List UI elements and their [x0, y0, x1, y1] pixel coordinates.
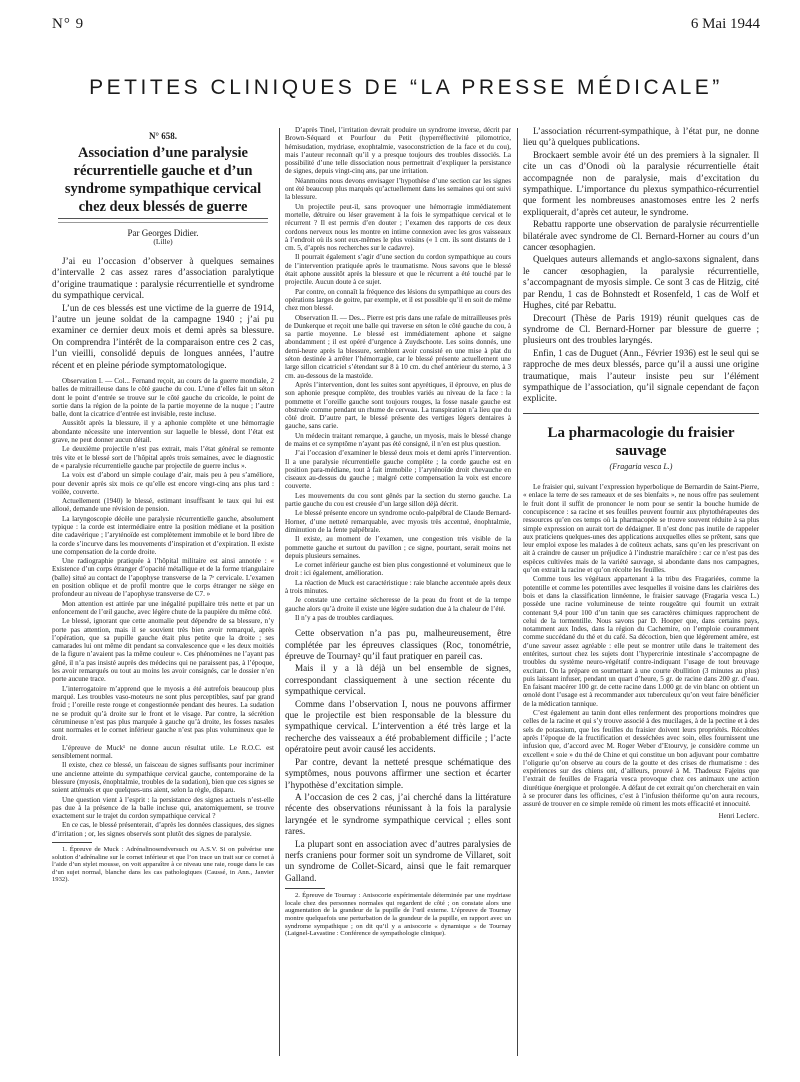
article2-signature: Henri Leclerc. — [718, 811, 759, 820]
discussion-paragraph: Comme dans l’observation I, nous ne pouvons affirmer que le projectile est bien responsable de la blessure du sympathique cervical. L’intervention a été très large et la recherche des vaisseaux a été probablement difficile ; l’acte opératoire peut avoir causé les accidents. — [285, 698, 511, 755]
body-paragraph: Néanmoins nous devons envisager l’hypothèse d’une section car les signes ont été beaucoup plus marqués qu’actuellement dans les semaines qui ont suivi la blessure. — [285, 176, 511, 202]
body-paragraph: Il existe, au moment de l’examen, une congestion très visible de la pommette gauche et surtout du pavillon ; ce signe, pourtant, serait moins net depuis plusieurs semaines. — [285, 535, 511, 560]
observation-paragraph: Observation I. — Col... Fernand reçoit, au cours de la guerre mondiale, 2 balles de mitrailleuse dans le côté gauche du cou. L’une d’elles fait un séton dont le point d’entrée se trouve sur le côté gauche du cricoïde, le point de sortie dans la région de la pointe de la partie moyenne de la nuque ; l’autre balle, dont la cicatrice d’entrée est invisible, reste incluse. — [52, 376, 274, 419]
footnote: 1. Épreuve de Muck : Adrénalinosendversuch ou A.S.V. Si on pulvérise une solution d’adrénaline sur le cornet inférieur et que l’on trace un trait sur ce cornet à l’aide d’un stylet mousse, on voit apparaître à ce niveau une raie, rouge dans le cas d’un sujet normal, blanche dans les cas pathologiques (Caussé, in Ann., Janvier 1932). — [52, 845, 274, 884]
article-author: Par Georges Didier. — [127, 228, 199, 239]
conclusion-paragraph: L’association récurrent-sympathique, à l’état pur, ne donne lieu qu’à quelques publications. — [523, 126, 759, 148]
conclusion-paragraph: Rebattu rapporte une observation de paralysie récurrentielle bilatérale avec syndrome de Cl. Bernard-Horner au cours d’un cancer œsophagien. — [523, 219, 759, 253]
page-number: N° 9 — [52, 16, 85, 32]
article2-paragraph: C’est également au tanin dont elles renferment des proportions moindres que celles de la racine et qui s’y trouve associé à des mucilages, à de la pectine et à des sels de potassium, que les feuilles du fraisier doivent leurs propriétés. Récoltées après l’époque de la fructification et desséchées avec soin, elles fournissent une infusion que, d’accord avec M. Roger Weber d’Etourvy, je considère comme un excellent « soie » du thé de Chine et qui constitue un bon adjuvant pour combattre l’oligurie qu’on observe au cours de la goutte et des crises de rhumatisme : des expériences sur des chiens ont, d’ailleurs, prouvé à M. Thadeusz Fajeins que l’extrait de feuilles de Fragaria vesca provoque chez ces animaux une action diurétique énergique et prolongée. A défaut de cet extrait qu’on chercherait en vain à se procurer dans les officines, c’est à l’infusion théiforme qu’on aura recours, assuré de trouver en ce simple remède où riment les mots efficacité et innocuité. — [523, 709, 759, 809]
intro-paragraph: J’ai eu l’occasion d’observer à quelques semaines d’intervalle 2 cas assez rares d’association paralytique d’origine traumatique : paralysie récurrentielle et syndrome du sympathique cervical. — [52, 255, 274, 301]
body-paragraph: Je constate une certaine sécheresse de la peau du front et de la tempe gauche alors qu’à droite il existe une légère sudation due à la chaleur de l’été. — [285, 596, 511, 613]
footnote: 2. Épreuve de Tournay : Anisocorie expérimentale déterminée par une mydriase locale chez des personnes normales qui regardent de côté ; on constate alors une augmentation de la grandeur de la pupille de l’œil externe. L’épreuve de Tournay montre quelquefois une perturbation de la grandeur de la pupille, en rapport avec un syndrome sympathique ; on dit qu’il y a anisocorie « dynamique » de Tournay (Laignel-Lavastine : Conférence de sympathologie clinique). — [285, 892, 511, 938]
body-paragraph: J’ai l’occasion d’examiner le blessé deux mois et demi après l’intervention. Il a une paralysie récurrentielle gauche complète ; la corde gauche est en position para-médiane, tout à fait immobile ; l’aryténoïde droit chevauche en ciseaux au-dessus du gauche ; malgré cette compensation la voix est encore couverte. — [285, 449, 511, 491]
body-paragraph: Un médecin traitant remarque, à gauche, un myosis, mais le blessé change de mains et ce symptôme n’ayant pas été consigné, il n’en est plus question. — [285, 431, 511, 448]
column-divider — [279, 128, 280, 1056]
intro-paragraph: L’un de ces blessés est une victime de la guerre de 1914, l’autre un jeune soldat de la campagne 1940 ; j’ai pu examiner ce dernier deux mois et demi après sa blessure. On comprendra l’intérêt de la comparaison entre ces 2 cas, l’un vieilli, consolidé depuis de longues années, l’autre récent et en pleine période symptomatologique. — [52, 302, 274, 370]
body-paragraph: D’après Tinel, l’irritation devrait produire un syndrome inverse, décrit par Brown-Séquard et Pourfour du Petit (hyperréflectivité pilomotrice, hémisudation, mydriase, exophtalmie, vasoconstriction de la face et du cou), mais l’auteur reconnaît qu’il y a presque toujours des troubles dissociés. La possibilité d’une telle dissociation nous permettrait d’expliquer la persistance de signes, depuis vingt-cinq ans, par une irritation. — [285, 126, 511, 176]
article2-paragraph: Le fraisier qui, suivant l’expression hyperbolique de Bernardin de Saint-Pierre, « enlace la terre de ses rameaux et de ses bienfaits », ne nous offre pas seulement le fruit dont il suffit de prononcer le nom pour se sentir la bouche humide de concupiscence : sa racine et ses feuilles peuvent fournir aux phytothérapeutes des ressources qu’en ces temps où la pharmacopée se trouve souvent réduite à sa plus simple expression on aurait tort de dédaigner. Il n’est donc pas inutile de rappeler aux praticiens quelques-unes des applications auxquelles elles se prêtent, sans que leur emploi expose les malades à de coûteux achats, sans qu’en les prescrivant on ait à craindre de causer un préjudice à l’industrie maraîchère : car ce n’est pas des espèces cultivées mais de la variété sauvage, si abondante dans nos campagnes, qu’on extrait la racine et qu’on récolte les feuilles. — [523, 483, 759, 575]
observation-paragraph: Mon attention est attirée par une inégalité pupillaire très nette et par un enfoncement de l’œil gauche, avec légère chute de la paupière du même côté. — [52, 599, 274, 616]
body-paragraph: Il n’y a pas de troubles cardiaques. — [295, 613, 394, 622]
body-paragraph: Un projectile peut-il, sans provoquer une hémorragie immédiatement mortelle, détruire ou léser gravement à la fois le sympathique cervical et le récurrent ? Il est permis d’en douter ; l’examen des rapports de ces deux cordons nerveux nous les montre en intime connexion avec les gros vaisseaux à l’endroit où ils sont eux-mêmes le plus voisins (« 1 cm. ils sont distants de 1 cm. 5, d’après nos recherches sur le cadavre). — [285, 202, 511, 253]
column-2 — [285, 126, 511, 1046]
observation-paragraph: La laryngoscopie décèle une paralysie récurrentielle gauche, absolument typique : la corde est intermédiaire entre la position médiane et la position dite cadavérique ; l’aryténoïde est complètement immobile et le bord libre de la corde s’incurve dans les mouvements d’inspiration et d’expiration. Il existe une compensation de la corde droite. — [52, 514, 274, 556]
article-separator — [523, 413, 759, 414]
section-banner: PETITES CLINIQUES DE “LA PRESSE MÉDICALE” — [89, 76, 723, 99]
title-rule — [58, 218, 268, 223]
footnote-separator — [285, 888, 325, 889]
observation-paragraph: Une radiographie pratiquée à l’hôpital militaire est ainsi annotée : « Existence d’un corps étranger d’opacité métallique et de la forme triangulaire (balle) situé au contact de l’apophyse transverse de la 7ᵉ cervicale. L’examen en position oblique et de profil montre que le corps étranger ne siège en profondeur au niveau de l’apophyse transverse de C7. » — [52, 557, 274, 599]
observation-paragraph: L’épreuve de Muck¹ ne donne aucun résultat utile. Le R.O.C. est sensiblement normal. — [52, 743, 274, 761]
discussion-paragraph: Par contre, devant la netteté presque schématique des symptômes, nous pouvons affirmer une section et écarter l’hypothèse d’excitation simple. — [285, 756, 511, 790]
observation-paragraph: La voix est d’abord un simple coulage d’air, mais peu à peu s’améliore, pour devenir après six mois ce qu’elle est encore vingt-cinq ans plus tard : voilée, couverte. — [52, 471, 274, 496]
article-number: N° 658. — [148, 131, 178, 141]
discussion-paragraph: A l’occasion de ces 2 cas, j’ai cherché dans la littérature récente des observations réunissant à la fois la paralysie laryngée et le syndrome sympathique cervical ; elles sont rares. — [285, 791, 511, 837]
body-paragraph: Après l’intervention, dont les suites sont apyrétiques, il éprouve, en plus de son aphonie presque complète, des troubles variés au niveau de la face : la pommette et l’oreille gauche sont toujours rouges, la fosse nasale gauche est obstruée comme pendant un rhume de cerveau. La transpiration n’a lieu que du côté droit. D’autre part, le blessé présente des vertiges légers dentaires à gauche, sans carie. — [285, 380, 511, 431]
issue-date: 6 Mai 1944 — [690, 16, 760, 32]
observation-paragraph: Le blessé, ignorant que cette anomalie peut dépendre de sa blessure, n’y porte pas attention, mais il se souvient très bien avoir remarqué, après l’opération, que sa pupille gauche était plus petite que la droite ; ses camarades lui ont même dit pendant sa convalescence que « les deux moitiés de la figure n’avaient pas la même couleur ». Ces phénomènes ne l’ayant pas gêné, il n’a pas insisté auprès des médecins qui ne paraissent pas, à l’époque, les avoir remarqués ou tout au moins les avoir consignés, car le dossier n’en porte aucune trace. — [52, 617, 274, 684]
body-paragraph: Les mouvements du cou sont gênés par la section du sterno gauche. La partie gauche du cou est creusée d’un large sillon déjà décrit. — [285, 491, 511, 509]
body-paragraph: Le cornet inférieur gauche est bien plus congestionné et volumineux que le droit : ici également, amélioration. — [285, 561, 511, 578]
article2-title: La pharmacologie du fraisier sauvage — [547, 424, 735, 459]
conclusion-paragraph: Quelques auteurs allemands et anglo-saxons signalent, dans le cancer œsophagien, la paralysie récurrentielle, s’accompagnant de myosis simple. Ce sont 3 cas de Hitzig, cité par Rendu, 1 cas de Bohnstedt et Rosenfeld, 1 cas de Wolf et Hughes, cité par Rebattu. — [523, 254, 759, 311]
observation-paragraph: En ce cas, le blessé présenterait, d’après les données classiques, des signes d’irritation ; or, les signes observés sont plutôt des signes de paralysie. — [52, 821, 274, 838]
observation-paragraph: Une question vient à l’esprit : la persistance des signes actuels n’est-elle pas due à la présence de la balle incluse qui, anatomiquement, se trouve exactement sur le trajet du cordon sympathique cervical ? — [52, 795, 274, 821]
article-title: Association d’une paralysie récurrentielle gauche et d’un syndrome sympathique cervical chez deux blessés de guerre — [64, 145, 262, 216]
observation-paragraph: Il existe, chez ce blessé, un faisceau de signes suffisants pour incriminer une ancienne atteinte du sympathique cervical gauche, contemporaine de la blessure (myosis, énophtalmie, troubles de la sudation), bien que ces signes se soient atténués et que quelques-uns aient, selon la règle, disparu. — [52, 761, 274, 795]
body-paragraph: Par contre, on connaît la fréquence des lésions du sympathique au cours des opérations larges de goitre, par exemple, et il est possible qu’il en soit de même chez mon blessé. — [285, 287, 511, 313]
observation-paragraph: L’interrogatoire m’apprend que le myosis a été autrefois beaucoup plus marqué. Les troubles vaso-moteurs ne sont plus perceptibles, sauf par grand froid ; l’oreille reste rouge et congestionnée pendant des heures. La sudation ne se produit qu’à droite sur le front et le visage. Par contre, la sécrétion cérumineuse n’est pas plus marquée à gauche qu’à droite, les fosses nasales sont normales et le cornet inférieur gauche n’est pas plus volumineux que le droit. — [52, 684, 274, 743]
discussion-paragraph: Mais il y a là déjà un bel ensemble de signes, correspondant classiquement à une section récente du sympathique cervical. — [285, 663, 511, 697]
body-paragraph: Observation II. — Des... Pierre est pris dans une rafale de mitrailleuses près de Dunkerque et reçoit une balle qui traverse en séton le côté gauche du cou, à sa partie moyenne. Le blessé est immédiatement aphone et saigne abondamment ; il est opéré d’urgence à Zuydschoote. Les soins donnés, une demi-heure après la blessure, semblent avoir consisté en une mise à plat du séton destinée à arrêter l’hémorragie, car le blessé présente actuellement une large sillon cicatriciel s’étendant sur 8 à 10 cm. du chef antérieur du sterno, à 3 cm. au-dessous de la mastoïde. — [285, 313, 511, 380]
body-paragraph: Le blessé présente encore un syndrome oculo-palpébral de Claude Bernard-Horner, d’une netteté remarquable, avec myosis très accentué, énophtalmie, diminution de la fente palpébrale. — [285, 509, 511, 534]
observation-paragraph: Actuellement (1940) le blessé, estimant insuffisant le taux qui lui est alloué, demande une révision de pension. — [52, 497, 274, 514]
observation-paragraph: Aussitôt après la blessure, il y a aphonie complète et une hémorragie abondante nécessite une intervention sur laquelle le blessé, dont l’état est grave, ne peut donner aucun détail. — [52, 419, 274, 445]
footnote-separator — [52, 842, 92, 843]
discussion-paragraph: Cette observation n’a pas pu, malheureusement, être complétée par les épreuves classiques (Roc, tonométrie, épreuve de Tournay² qu’il faut pratiquer en pareil cas. — [285, 628, 511, 662]
body-paragraph: La réaction de Muck est caractéristique : raie blanche accentuée après deux à trois minutes. — [285, 578, 511, 596]
conclusion-paragraph: Brockaert semble avoir été un des premiers à la signaler. Il cite un cas d’Onodi où la paralysie récurrentielle était accompagnée non de paralysie, mais d’excitation du sympathique. L’importance du plexus sympathico-récurrentiel que forment les nombreuses anastomoses entre les 2 nerfs expliquerait, d’après cet auteur, le syndrome. — [523, 149, 759, 217]
conclusion-paragraph: Drecourt (Thèse de Paris 1919) réunit quelques cas de syndrome de Cl. Bernard-Horner par blessure de guerre ; plusieurs ont des troubles laryngés. — [523, 312, 759, 346]
body-paragraph: Il pourrait également s’agir d’une section du cordon sympathique au cours de l’intervention pratiquée après le traumatisme. Nous savons que le blessé était aphone aussitôt après la blessure et que le récurrent a été touché par le projectile. Aucun doute à ce sujet. — [285, 253, 511, 287]
column-divider — [517, 128, 518, 1056]
column-1 — [52, 126, 274, 1056]
discussion-paragraph: La plupart sont en association avec d’autres paralysies de nerfs craniens pour former soit un syndrome de Villaret, soit un syndrome de Collet-Sicard, ainsi que le fait remarquer Galland. — [285, 838, 511, 883]
conclusion-paragraph: Enfin, 1 cas de Duguet (Ann., Février 1936) est le seul qui se rapproche de mes deux blessés, parce qu’il a aussi une origine traumatique, mais l’auteur insiste peu sur l’élément sympathique de l’association, qu’il signale cependant de façon explicite. — [523, 347, 759, 404]
article2-paragraph: Comme tous les végétaux appartenant à la tribu des Fragariées, comme la potentille et comme les potentilles avec lesquelles il voisine dans les clairières des bois et dans la classification linnéenne, le fraisier sauvage (Fragaria vesca L.) possède une racine volumineuse de teinte rougeâtre qui fournit un extrait contenant 9,4 pour 100 d’un tanin que ses caractères chimiques rapprochent de celui de la tormentille. Nous savons par D. Hooper que, dans certains pays, notamment aux Indes, dans la région du Cachemire, on l’emploie couramment comme succédané du thé et du café. Sa décoction, bien que légèrement amère, est d’une saveur assez agréable : elle peut se montrer utile dans le traitement des entérites, surtout chez les sujets dont l’hypercrinie intestinale s’accompagne de troubles du système neuro-végétatif contre-indiquant l’usage de tout breuvage excitant. On la prépare en soumettant à une courte ébullition (3 minutes au plus) puis laissant infuser, pendant un quart d’heure, 5 gr. de racine dans 200 gr. d’eau. En faisant macérer 100 gr. de cette racine dans 1.000 gr. de vin blanc on obtient un œnolé dont l’usage est à recommander aux tuberculeux qu’on veut faire bénéficier de la médication tannique. — [523, 575, 759, 708]
article2-subtitle: (Fragaria vesca L.) — [609, 461, 673, 471]
page-header — [52, 16, 760, 34]
column-3 — [523, 126, 759, 1056]
observation-paragraph: Le deuxième projectile n’est pas extrait, mais l’état général se remonte très vite et le blessé sort de l’hôpital après trois semaines, avec le diagnostic de « paralysie récurrentielle gauche par projectile de guerre inclus ». — [52, 445, 274, 470]
author-location: (Lille) — [153, 236, 173, 246]
